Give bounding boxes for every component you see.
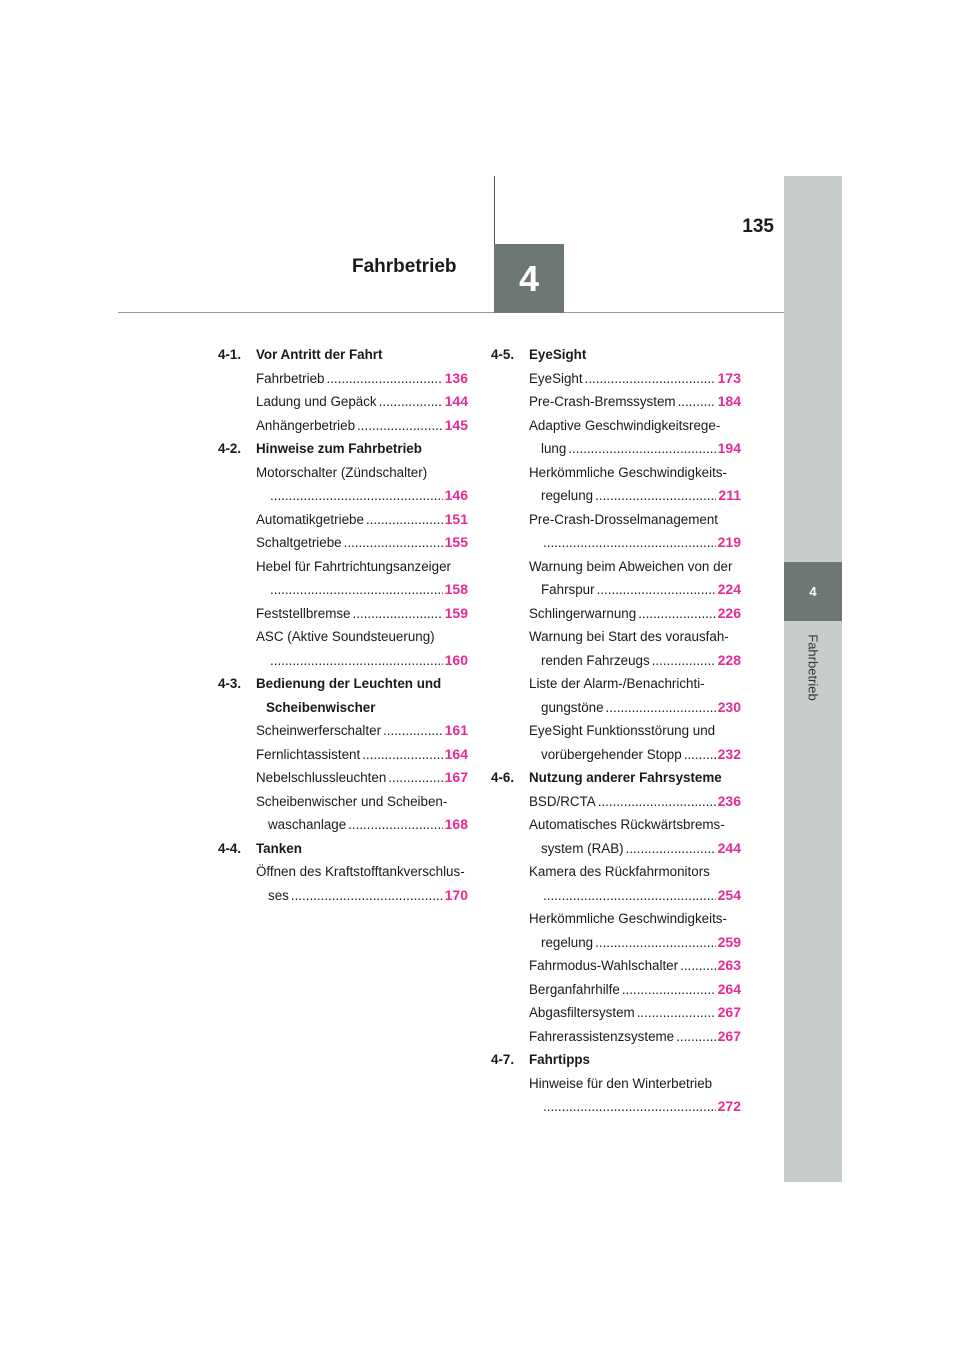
toc-section-heading [491, 343, 741, 367]
toc-entry-row [256, 414, 468, 438]
toc-section-title-cont: Scheibenwischer [266, 699, 376, 715]
toc-entry[interactable] [491, 860, 741, 907]
toc-page-link[interactable]: 230 [717, 698, 741, 715]
toc-entry[interactable] [491, 1072, 741, 1119]
toc-entry-row [529, 390, 741, 414]
toc-section-heading [218, 837, 468, 861]
toc-entry[interactable] [491, 907, 741, 954]
toc-entry-label: Anhängerbetrieb [256, 417, 356, 433]
toc-section-heading [491, 766, 741, 790]
toc-entry-label: Öffnen des Kraftstofftankverschlus- [256, 864, 465, 879]
toc-entry-label: waschanlage [268, 817, 347, 832]
toc-entry[interactable] [218, 390, 468, 414]
toc-page-link[interactable]: 164 [444, 745, 468, 762]
toc-entry-row [256, 649, 468, 673]
toc-dot-leader [568, 437, 715, 461]
toc-entry-row [256, 484, 468, 508]
toc-entry-label: Scheinwerferschalter [256, 723, 382, 738]
toc-section-heading [218, 672, 468, 719]
toc-section-heading [491, 1048, 741, 1072]
chapter-title: Fahrbetrieb [352, 256, 457, 277]
toc-section-number: 4-2. [218, 441, 242, 456]
toc-dot-leader [638, 602, 715, 626]
page-number: 135 [742, 216, 774, 237]
toc-dot-leader [585, 367, 716, 391]
toc-entry[interactable] [491, 602, 741, 626]
toc-page-link[interactable]: 170 [444, 886, 468, 903]
toc-entry[interactable] [491, 625, 741, 672]
toc-page-link[interactable]: 267 [717, 1027, 741, 1044]
toc-entry-label: EyeSight Funktionsstörung und [529, 723, 716, 738]
toc-section-title: Tanken [256, 840, 302, 856]
toc-page-link[interactable]: 184 [717, 393, 741, 409]
toc-entry[interactable] [491, 555, 741, 602]
toc-entry-label: Warnung bei Start des vorausfah- [529, 629, 729, 644]
toc-section-title: Hinweise zum Fahrbetrieb [256, 441, 422, 456]
toc-entry-row [529, 790, 741, 814]
toc-page-link[interactable]: 136 [444, 369, 468, 386]
toc-entry-row [529, 696, 741, 720]
toc-entry[interactable] [491, 978, 741, 1002]
toc-entry[interactable] [491, 672, 741, 719]
toc-entry-label: Automatisches Rückwärtsbrems- [529, 817, 725, 832]
toc-entry-row [529, 837, 741, 861]
toc-entry-label: Motorschalter (Zündschalter) [256, 464, 428, 480]
toc-page-link[interactable]: 194 [717, 440, 741, 456]
toc-entry-label: ASC (Aktive Soundsteuerung) [256, 629, 435, 644]
toc-page-link[interactable]: 224 [717, 581, 741, 597]
toc-entry-label: lung [541, 441, 567, 456]
toc-dot-leader [357, 414, 443, 438]
toc-section-number: 4-6. [491, 770, 515, 785]
toc-dot-leader [595, 931, 716, 955]
toc-section-heading [218, 437, 468, 461]
toc-entry-label: vorübergehender Stopp [541, 746, 682, 762]
toc-entry-label: Pre-Crash-Drosselmanagement [529, 511, 719, 527]
toc-entry[interactable] [218, 602, 468, 626]
toc-entry[interactable] [218, 414, 468, 438]
toc-entry-row [529, 954, 741, 978]
toc-section-number: 4-3. [218, 676, 242, 691]
toc-dot-leader [543, 1095, 716, 1119]
toc-entry-label: Berganfahrhilfe [529, 981, 620, 997]
toc-entry[interactable] [491, 790, 741, 814]
toc-page-link[interactable]: 155 [444, 534, 468, 550]
toc-entry-row [256, 531, 468, 555]
toc-entry[interactable] [218, 719, 468, 743]
toc-page-link[interactable]: 167 [444, 769, 468, 785]
toc-dot-leader [597, 578, 716, 602]
toc-entry-label: regelung [541, 488, 594, 503]
side-tab-label: Fahrbetrieb [805, 634, 821, 701]
toc-dot-leader [270, 484, 443, 508]
toc-entry-row [529, 578, 741, 602]
toc-page-link[interactable]: 146 [444, 487, 468, 503]
header-horizontal-rule [118, 312, 784, 313]
toc-entry[interactable] [491, 954, 741, 978]
header-vertical-rule [494, 176, 495, 246]
toc-left-column [218, 343, 468, 907]
toc-page-link[interactable]: 263 [717, 957, 741, 973]
toc-page-link[interactable]: 244 [717, 839, 741, 856]
toc-entry-row [256, 766, 468, 790]
toc-dot-leader [622, 978, 716, 1002]
toc-right-column [491, 343, 741, 1119]
toc-page-link[interactable]: 173 [717, 369, 741, 386]
toc-entry-label: Ladung und Gepäck [256, 394, 377, 409]
toc-page-link[interactable]: 145 [444, 416, 468, 433]
toc-page-link[interactable]: 160 [444, 651, 468, 668]
toc-entry-row [256, 578, 468, 602]
toc-dot-leader [543, 884, 716, 908]
toc-section-number: 4-7. [491, 1052, 515, 1067]
toc-entry[interactable] [218, 367, 468, 391]
toc-page-link[interactable]: 264 [717, 980, 741, 997]
toc-entry-row [529, 531, 741, 555]
toc-entry-label: BSD/RCTA [529, 793, 596, 809]
toc-page-link[interactable]: 232 [717, 745, 741, 762]
toc-entry-label: Kamera des Rückfahrmonitors [529, 864, 710, 879]
toc-section-heading [218, 343, 468, 367]
toc-entry-label: renden Fahrzeugs [541, 652, 650, 668]
toc-page-link[interactable]: 159 [444, 604, 468, 621]
toc-entry-label: Automatikgetriebe [256, 511, 364, 527]
toc-page-link[interactable]: 254 [717, 886, 741, 903]
toc-section-title: Vor Antritt der Fahrt [256, 347, 383, 362]
toc-entry[interactable] [218, 531, 468, 555]
toc-entry[interactable] [218, 555, 468, 602]
toc-entry-label: Herkömmliche Geschwindigkeits- [529, 911, 727, 926]
toc-entry-row [256, 719, 468, 743]
toc-dot-leader [366, 508, 443, 532]
chapter-number-box: 4 [494, 244, 564, 313]
toc-page-link[interactable]: 226 [717, 604, 741, 621]
toc-entry-label: Pre-Crash-Bremssystem [529, 394, 676, 409]
toc-dot-leader [680, 954, 716, 978]
toc-entry-label: Herkömmliche Geschwindigkeits- [529, 464, 727, 480]
toc-entry-label: Fernlichtassistent [256, 746, 361, 762]
toc-entry-row [256, 884, 468, 908]
toc-entry-label: Adaptive Geschwindigkeitsrege- [529, 417, 721, 433]
toc-dot-leader [678, 390, 716, 414]
toc-entry-row [529, 1095, 741, 1119]
toc-entry[interactable] [218, 508, 468, 532]
toc-entry-label: Abgasfiltersystem [529, 1005, 635, 1020]
toc-dot-leader [326, 367, 442, 391]
toc-entry-row [256, 602, 468, 626]
toc-dot-leader [353, 602, 443, 626]
toc-entry-label: Scheibenwischer und Scheiben- [256, 793, 448, 809]
toc-dot-leader [383, 719, 443, 743]
toc-entry[interactable] [491, 1001, 741, 1025]
toc-entry[interactable] [491, 813, 741, 860]
toc-entry-label: Fahrbetrieb [256, 370, 325, 386]
toc-entry[interactable] [491, 508, 741, 555]
toc-entry-row [529, 484, 741, 508]
toc-dot-leader [598, 790, 716, 814]
toc-page-link[interactable]: 236 [717, 792, 741, 809]
toc-page-link[interactable]: 228 [717, 651, 741, 668]
toc-entry[interactable] [218, 461, 468, 508]
toc-entry-label: Schaltgetriebe [256, 535, 342, 550]
toc-entry[interactable] [218, 743, 468, 767]
toc-entry-label: Fahrmodus-Wahlschalter [529, 958, 679, 973]
toc-dot-leader [348, 813, 442, 837]
toc-page-link[interactable]: 219 [717, 534, 741, 550]
toc-entry-label: Feststellbremse [256, 605, 351, 621]
toc-entry[interactable] [491, 719, 741, 766]
toc-section-title: Bedienung der Leuchten und Scheibenwischer [256, 672, 468, 719]
toc-entry-label: Fahrspur [541, 582, 595, 597]
toc-page-link[interactable]: 267 [717, 1004, 741, 1020]
toc-section-number: 4-1. [218, 347, 242, 362]
toc-entry-row [256, 508, 468, 532]
toc-entry-row [529, 978, 741, 1002]
toc-section-number: 4-4. [218, 840, 242, 856]
toc-entry-row [529, 743, 741, 767]
toc-dot-leader [684, 743, 716, 767]
toc-entry[interactable] [491, 461, 741, 508]
toc-page-link[interactable]: 168 [444, 816, 468, 832]
toc-section-number: 4-5. [491, 347, 515, 362]
toc-entry-row [529, 884, 741, 908]
toc-page-link[interactable]: 259 [717, 933, 741, 950]
toc-section-title: Fahrtipps [529, 1052, 591, 1067]
toc-entry-row [529, 931, 741, 955]
toc-page-link[interactable]: 144 [444, 393, 468, 409]
toc-page-link[interactable]: 161 [444, 722, 468, 738]
toc-dot-leader [626, 837, 716, 861]
toc-dot-leader [270, 649, 443, 673]
toc-entry-label: gungstöne [541, 699, 604, 715]
toc-entry-label: Hinweise für den Winterbetrieb [529, 1075, 713, 1091]
toc-entry[interactable] [491, 390, 741, 414]
side-tab-number[interactable]: 4 [784, 562, 842, 621]
toc-dot-leader [270, 578, 443, 602]
toc-entry-row [256, 743, 468, 767]
toc-entry-label: Liste der Alarm-/Benachrichti- [529, 676, 705, 691]
toc-dot-leader [637, 1001, 716, 1025]
toc-entry[interactable] [491, 367, 741, 391]
toc-entry-row [529, 602, 741, 626]
toc-page-link[interactable]: 272 [717, 1098, 741, 1114]
toc-entry-row [529, 367, 741, 391]
toc-entry-row [529, 649, 741, 673]
toc-entry-row [529, 1001, 741, 1025]
toc-entry-row [256, 367, 468, 391]
toc-entry-label: Nebelschlussleuchten [256, 770, 387, 785]
toc-entry[interactable] [491, 1025, 741, 1049]
toc-section-title: Nutzung anderer Fahrsysteme [529, 770, 722, 785]
toc-entry-label: EyeSight [529, 370, 583, 386]
toc-entry-label: regelung [541, 934, 594, 950]
toc-dot-leader [291, 884, 443, 908]
toc-section-title: EyeSight [529, 347, 587, 362]
toc-entry[interactable] [218, 790, 468, 837]
toc-dot-leader [595, 484, 716, 508]
toc-page-link[interactable]: 151 [444, 510, 468, 527]
toc-entry-label: Schlingerwarnung [529, 605, 637, 621]
toc-entry-row [256, 813, 468, 837]
toc-entry-label: Fahrerassistenzsysteme [529, 1028, 675, 1044]
toc-entry-label: Hebel für Fahrtrichtungsanzeiger [256, 558, 452, 574]
toc-entry[interactable] [218, 766, 468, 790]
toc-entry[interactable] [218, 860, 468, 907]
toc-dot-leader [388, 766, 442, 790]
toc-dot-leader [543, 531, 716, 555]
toc-page-link[interactable]: 158 [444, 581, 468, 597]
toc-dot-leader [606, 696, 716, 720]
toc-entry[interactable] [491, 414, 741, 461]
toc-entry-label: Warnung beim Abweichen von der [529, 558, 733, 574]
toc-entry-row [529, 437, 741, 461]
toc-entry[interactable] [218, 625, 468, 672]
toc-entry-label: ses [268, 887, 289, 903]
toc-dot-leader [344, 531, 443, 555]
toc-dot-leader [379, 390, 443, 414]
toc-entry-label: system (RAB) [541, 840, 624, 856]
toc-dot-leader [652, 649, 716, 673]
toc-page-link[interactable]: 211 [718, 487, 741, 503]
toc-entry-row [256, 390, 468, 414]
toc-dot-leader [362, 743, 442, 767]
toc-entry-row [529, 1025, 741, 1049]
toc-dot-leader [676, 1025, 716, 1049]
